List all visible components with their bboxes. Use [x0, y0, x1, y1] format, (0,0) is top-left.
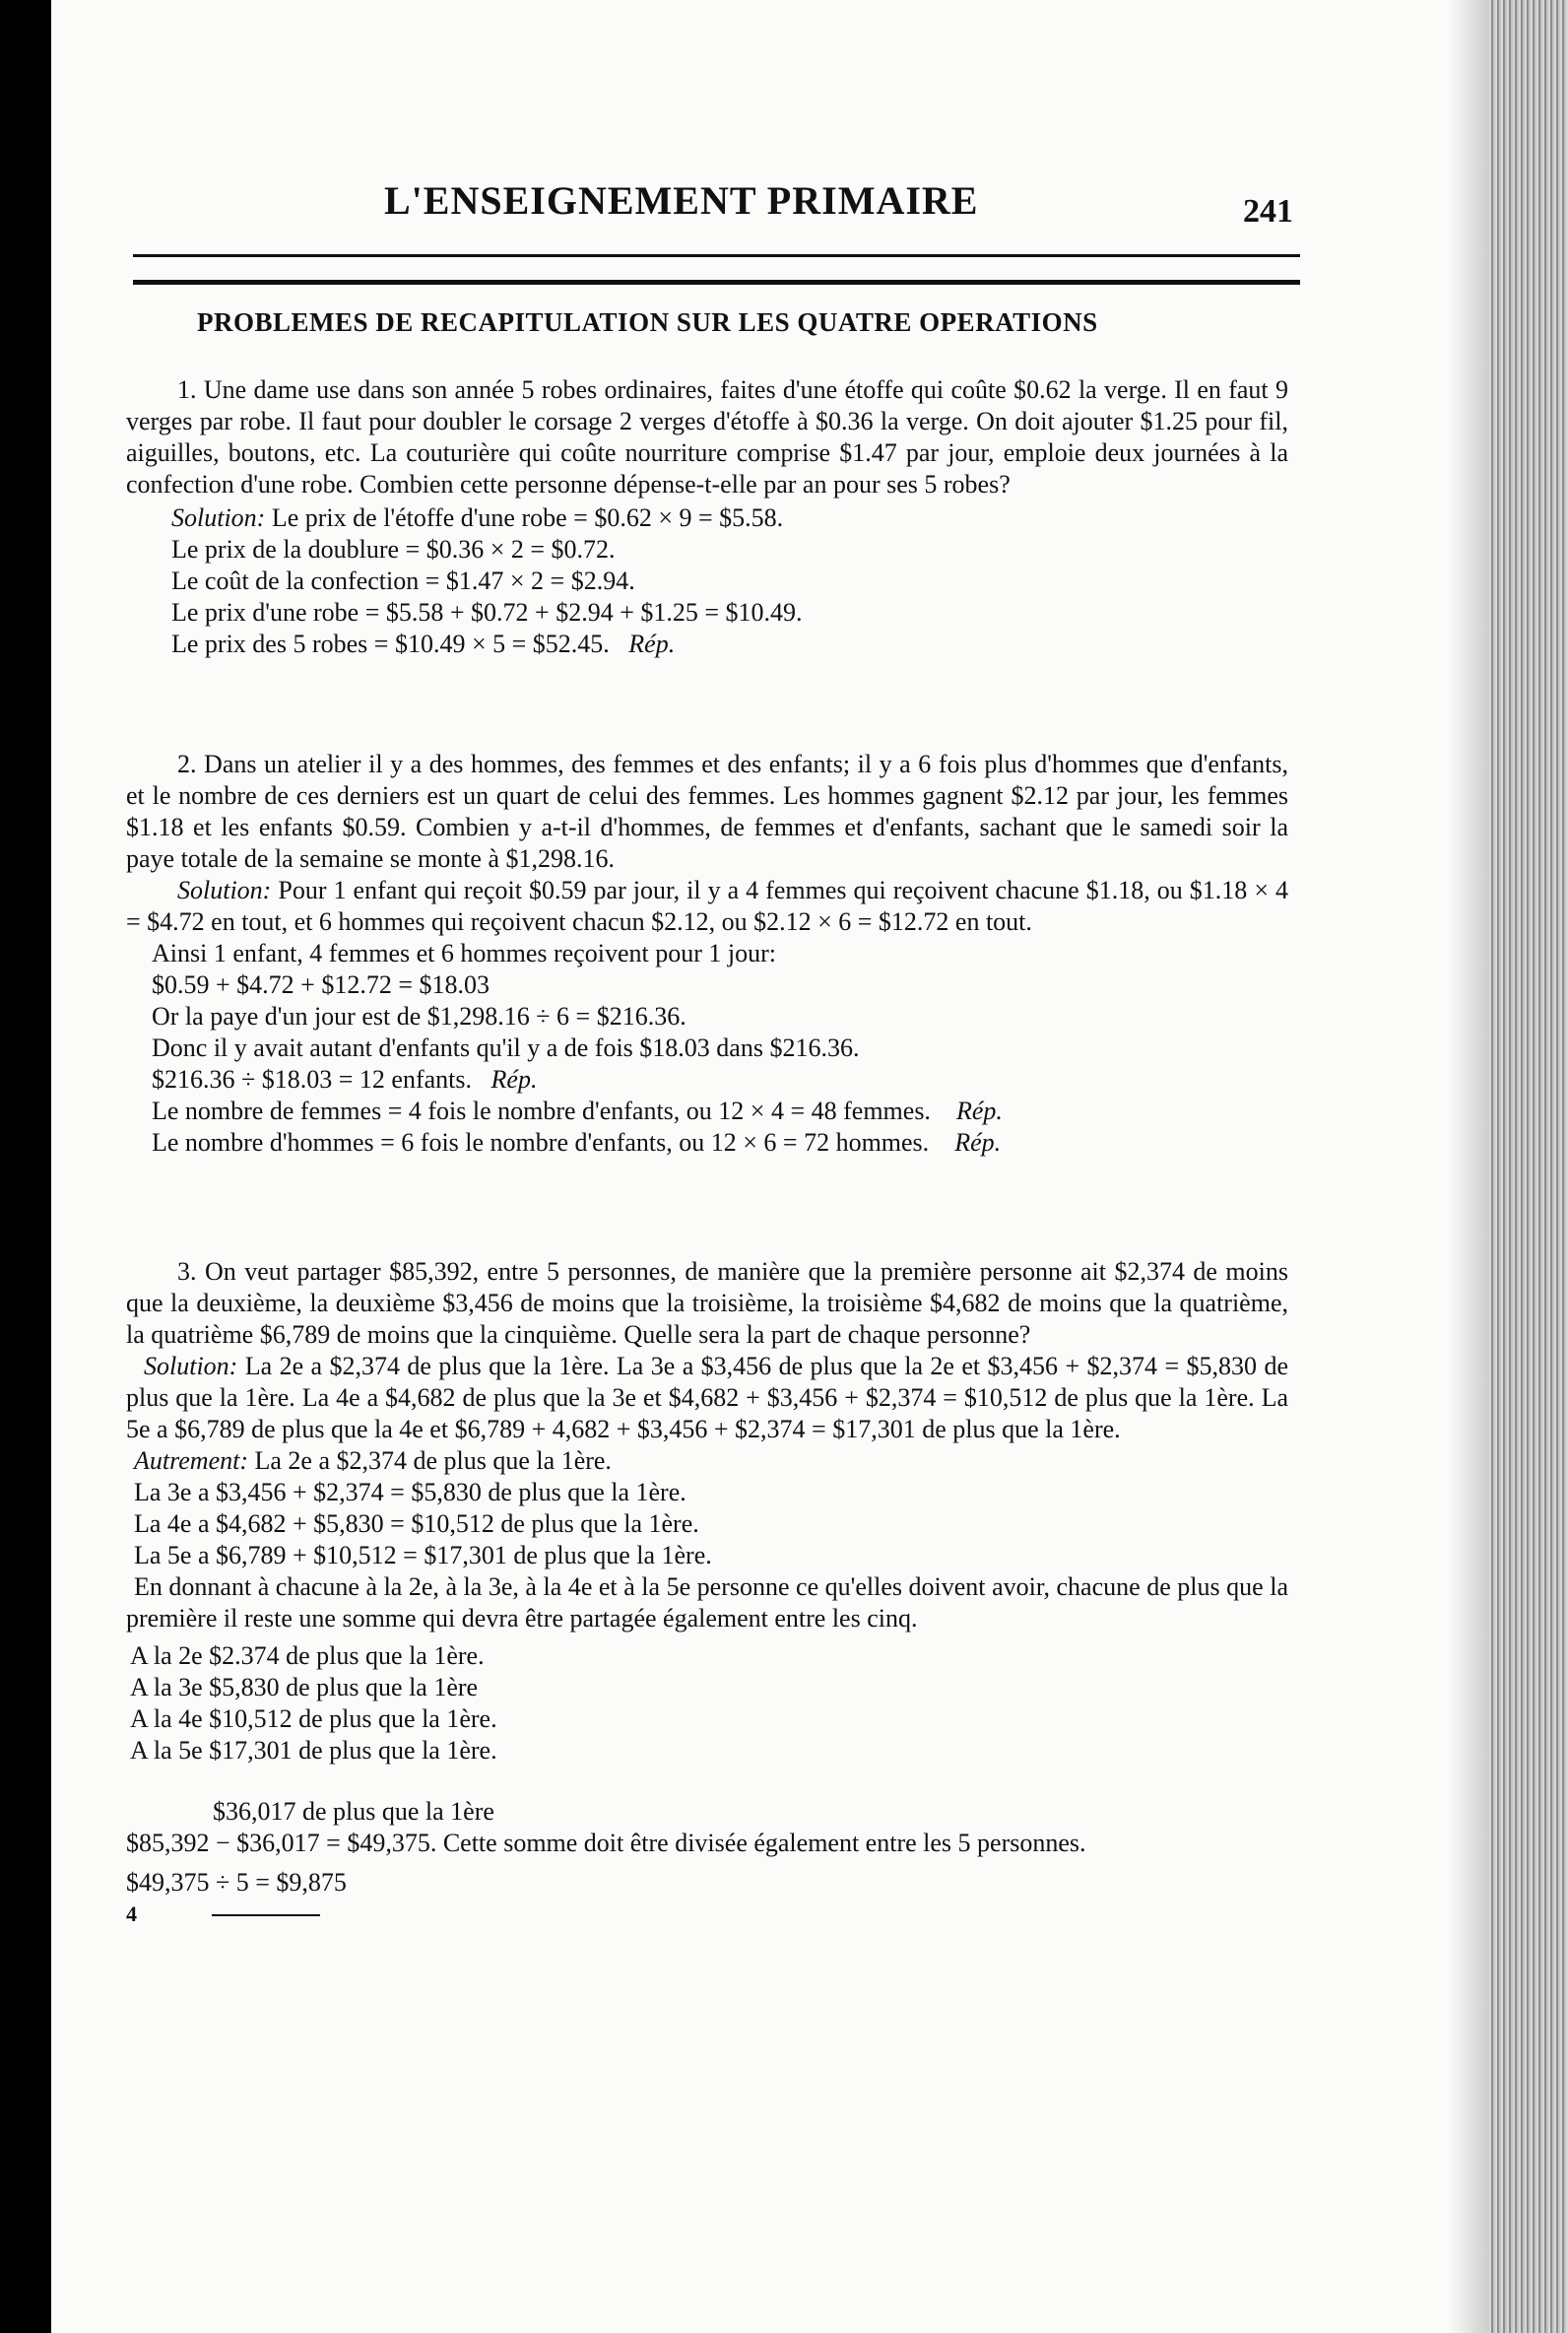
solution-label: Solution: [144, 1352, 238, 1380]
running-head: L'ENSEIGNEMENT PRIMAIRE [384, 178, 979, 223]
solution-label: Solution: [171, 503, 266, 532]
sum-rule [212, 1914, 320, 1916]
distribution-paragraph: En donnant à chacune à la 2e, à la 3e, à la 4e et à la 5e personne ce qu'elles doivent avoir, chacune de plus que la première il reste une somme qui devra être partagée également entre les cinq. [126, 1572, 1288, 1633]
answer-mark: Rép. [490, 1065, 538, 1094]
solution-text: Le nombre de femmes = 4 fois le nombre d'enfants, ou 12 × 4 = 48 femmes. [152, 1097, 931, 1125]
list-item: A la 4e $10,512 de plus que la 1ère. [130, 1704, 497, 1733]
page-stack-edge [1489, 0, 1568, 2333]
division-line: $85,392 − $36,017 = $49,375. Cette somme doit être divisée également entre les 5 personnes. [126, 1829, 1086, 1857]
problem-2-statement: 2. Dans un atelier il y a des hommes, des femmes et des enfants; il y a 6 fois plus d'hommes que d'enfants, et le nombre de ces derniers est un quart de celui des femmes. Les hommes gagnent $2.12 par jour, les femmes $1.18 et les enfants $0.59. Combien y a-t-il d'hommes, de femmes et d'enfants, sachant que le samedi soir la paye totale de la semaine se monte à $1,298.16. [126, 750, 1288, 873]
page-edge-shadow [1448, 0, 1489, 2333]
solution-line: Donc il y avait autant d'enfants qu'il y a de fois $18.03 dans $216.36. [152, 1033, 860, 1062]
signature-mark: 4 [126, 1901, 137, 1926]
solution-line: Le coût de la confection = $1.47 × 2 = $2.94. [171, 567, 635, 595]
problem-1-solution [126, 502, 1288, 660]
solution-line: Ainsi 1 enfant, 4 femmes et 6 hommes reçoivent pour 1 jour: [152, 939, 776, 967]
solution-line [126, 629, 1288, 660]
header-rule-thin [133, 254, 1300, 257]
sum-total: $36,017 de plus que la 1ère [213, 1797, 494, 1826]
section-title: PROBLEMES DE RECAPITULATION SUR LES QUATRE OPERATIONS [197, 307, 1098, 337]
solution-line [126, 1127, 1288, 1159]
solution-text: Le prix des 5 robes = $10.49 × 5 = $52.45. [171, 630, 610, 658]
problem-2-solution [126, 875, 1288, 938]
solution-text: La 2e a $2,374 de plus que la 1ère. [254, 1446, 612, 1475]
solution-line [126, 1445, 1288, 1477]
solution-text: $216.36 ÷ $18.03 = 12 enfants. [152, 1065, 473, 1094]
solution-line: $0.59 + $4.72 + $12.72 = $18.03 [152, 970, 490, 999]
solution-line: Le prix d'une robe = $5.58 + $0.72 + $2.94 + $1.25 = $10.49. [171, 598, 803, 627]
solution-line: La 3e a $3,456 + $2,374 = $5,830 de plus que la 1ère. [134, 1478, 686, 1506]
autrement-label: Autrement: [134, 1446, 248, 1475]
solution-line: Or la paye d'un jour est de $1,298.16 ÷ 6 = $216.36. [152, 1002, 686, 1031]
solution-line [126, 502, 1288, 534]
solution-line [126, 1096, 1288, 1127]
list-item: A la 3e $5,830 de plus que la 1ère [130, 1673, 479, 1701]
problem-2 [126, 749, 1288, 1159]
problem-3 [126, 1256, 1288, 1930]
problem-1 [126, 374, 1288, 660]
answer-mark: Rép. [954, 1128, 1002, 1157]
problem-1-statement: 1. Une dame use dans son année 5 robes ordinaires, faites d'une étoffe qui coûte $0.62 la verge. Il en faut 9 verges par robe. Il faut pour doubler le corsage 2 verges d'étoffe à $0.36 la verge. On doit ajouter $1.25 pour fil, aiguilles, boutons, etc. La couturière qui coûte nourriture comprise $1.47 par jour, emploie deux journées à la confection d'une robe. Combien cette personne dépense-t-elle par an pour ses 5 robes? [126, 375, 1288, 499]
solution-line: La 5e a $6,789 + $10,512 = $17,301 de plus que la 1ère. [134, 1541, 712, 1569]
list-item: A la 5e $17,301 de plus que la 1ère. [130, 1736, 497, 1765]
solution-text: La 2e a $2,374 de plus que la 1ère. La 3e a $3,456 de plus que la 2e et $3,456 + $2,374 = $5,830 de plus que la 1ère. La 4e a $4,682 de plus que la 3e et $4,682 + $3,456 + $2,374 = $10,512 de plus que la 1ère. La 5e a $6,789 de plus que la 4e et $6,789 + 4,682 + $3,456 + $2,374 = $17,301 de plus que la 1ère. [126, 1352, 1288, 1443]
answer-mark: Rép. [628, 630, 676, 658]
solution-text: Le nombre d'hommes = 6 fois le nombre d'enfants, ou 12 × 6 = 72 hommes. [152, 1128, 930, 1157]
solution-line: Le prix de la doublure = $0.36 × 2 = $0.72. [171, 535, 616, 564]
answer-mark: Rép. [955, 1097, 1003, 1125]
solution-text: Le prix de l'étoffe d'une robe = $0.62 × 9 = $5.58. [271, 503, 784, 532]
book-page [51, 0, 1489, 2333]
solution-label: Solution: [177, 876, 272, 904]
page-number: 241 [1243, 193, 1293, 230]
header-rule-thick [133, 280, 1300, 285]
problem-3-statement: 3. On veut partager $85,392, entre 5 personnes, de manière que la première personne ait $2,374 de moins que la deuxième, la deuxième $3,456 de moins que la troisième, la troisième $4,682 de moins que la quatrième, la quatrième $6,789 de moins que la cinquième. Quelle sera la part de chaque personne? [126, 1257, 1288, 1349]
solution-line [126, 1064, 1288, 1096]
solution-line: La 4e a $4,682 + $5,830 = $10,512 de plus que la 1ère. [134, 1509, 699, 1538]
problem-3-solution [126, 1351, 1288, 1445]
list-item: A la 2e $2.374 de plus que la 1ère. [130, 1641, 485, 1670]
final-result: $49,375 ÷ 5 = $9,875 [126, 1868, 347, 1897]
solution-text: Pour 1 enfant qui reçoit $0.59 par jour, il y a 4 femmes qui reçoivent chacune $1.18, ou $1.18 × 4 = $4.72 en tout, et 6 hommes qui reçoivent chacun $2.12, ou $2.12 × 6 = $12.72 en tout. [126, 876, 1289, 936]
